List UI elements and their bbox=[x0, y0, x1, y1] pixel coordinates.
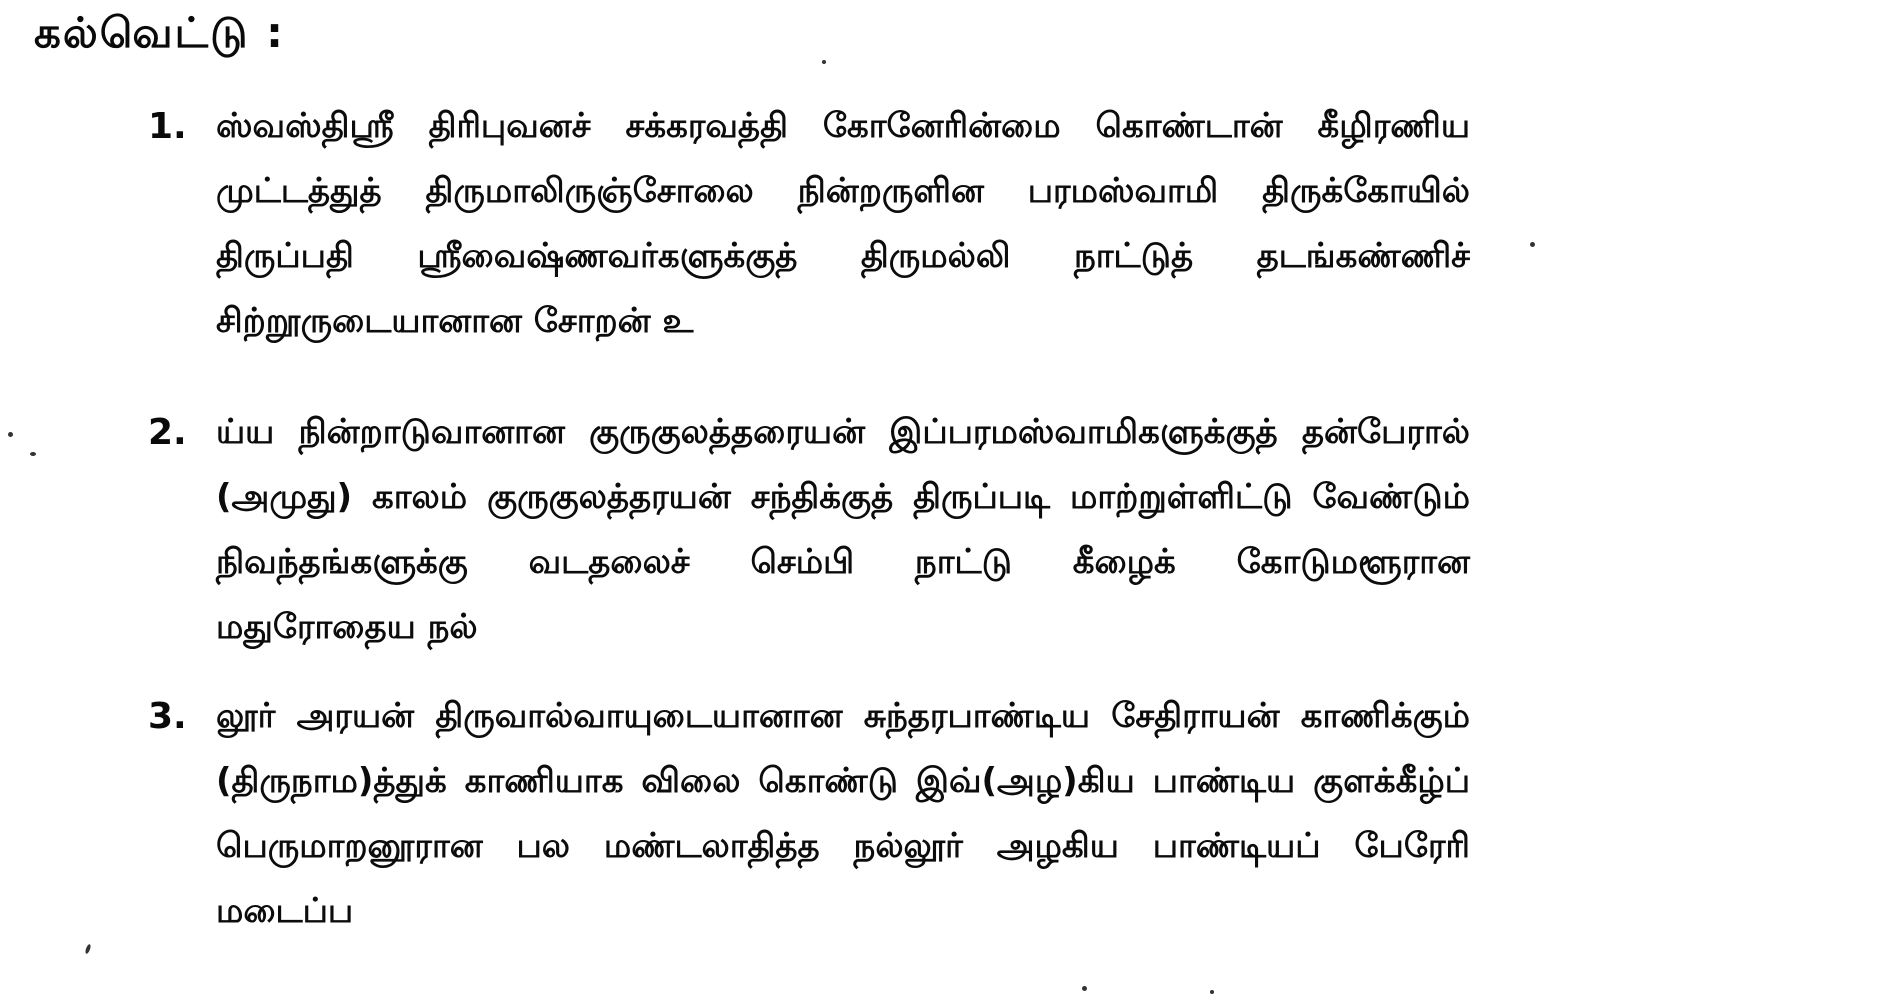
scan-speck bbox=[84, 944, 91, 955]
text-line: ய்ய நின்றாடுவானான குருகுலத்தரையன் இப்பரமஸ்வாமிகளுக்குத் தன்பேரால் bbox=[216, 412, 1470, 452]
text-line: நிவந்தங்களுக்கு வடதலைச் செம்பி நாட்டு கீழைக் கோடுமளூரான bbox=[216, 542, 1470, 582]
scan-speck bbox=[1082, 986, 1087, 991]
numbered-paragraph-list bbox=[148, 94, 1470, 990]
text-line: பெருமாறனூரான பல மண்டலாதித்த நல்லூர் அழகிய பாண்டியப் பேரேரி bbox=[216, 826, 1470, 866]
list-item-3 bbox=[148, 684, 1470, 944]
text-line: சிற்றூருடையானான சோறன் உ bbox=[216, 301, 694, 341]
scan-speck bbox=[8, 432, 13, 437]
document-heading: கல்வெட்டு : bbox=[34, 8, 285, 57]
item-text-block bbox=[216, 684, 1470, 944]
item-number: 3. bbox=[148, 696, 187, 737]
text-line: முட்டத்துத் திருமாலிருஞ்சோலை நின்றருளின பரமஸ்வாமி திருக்கோயில் bbox=[216, 171, 1470, 211]
scan-speck bbox=[30, 452, 36, 456]
text-line: மதுரோதைய நல் bbox=[216, 607, 478, 647]
item-number: 1. bbox=[148, 106, 187, 147]
item-text-block bbox=[216, 400, 1470, 660]
item-number: 2. bbox=[148, 412, 187, 453]
item-text-block bbox=[216, 94, 1470, 354]
text-line: லூர் அரயன் திருவால்வாயுடையானான சுந்தரபாண்டிய சேதிராயன் காணிக்கும் bbox=[216, 696, 1470, 736]
scan-speck bbox=[822, 60, 826, 64]
text-line: ஸ்வஸ்திஸ்ரீ திரிபுவனச் சக்கரவத்தி கோனேரின்மை கொண்டான் கீழிரணிய bbox=[216, 106, 1470, 146]
text-line: (அமுது) காலம் குருகுலத்தரயன் சந்திக்குத் திருப்படி மாற்றுள்ளிட்டு வேண்டும் bbox=[216, 477, 1470, 517]
list-item-1 bbox=[148, 94, 1470, 354]
list-item-2 bbox=[148, 400, 1470, 660]
text-line: மடைப்ப bbox=[216, 891, 354, 931]
scan-speck bbox=[1210, 990, 1214, 994]
text-line: திருப்பதி ஸ்ரீவைஷ்ணவர்களுக்குத் திருமல்லி நாட்டுத் தடங்கண்ணிச் bbox=[216, 236, 1470, 276]
text-line: (திருநாம)த்துக் காணியாக விலை கொண்டு இவ்(அழ)கிய பாண்டிய குளக்கீழ்ப் bbox=[216, 761, 1470, 801]
scan-speck bbox=[1530, 242, 1535, 247]
